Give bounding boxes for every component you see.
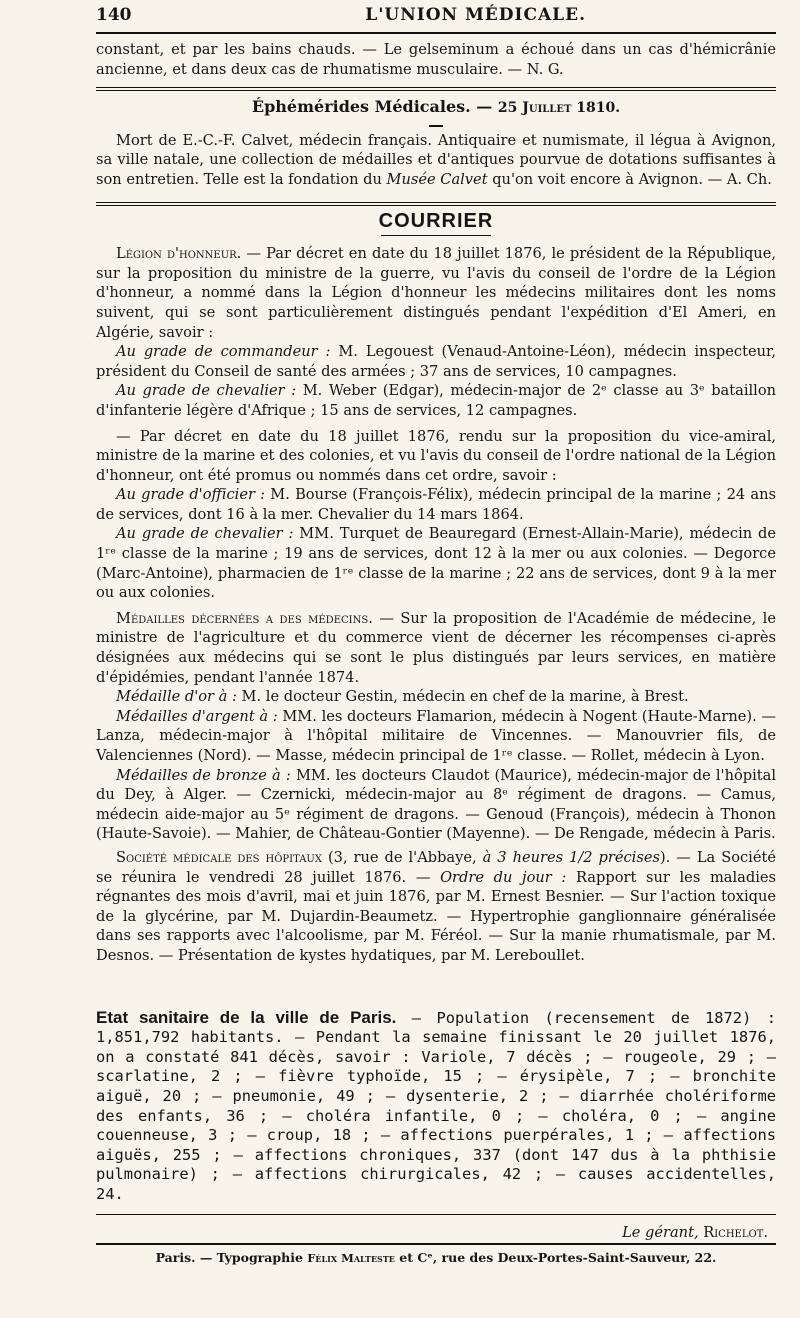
page-header — [96, 0, 776, 32]
etat-sanitaire — [96, 1008, 776, 1205]
bronze-paragraph — [96, 766, 776, 844]
bronze-label: Médailles de bronze à : — [116, 766, 291, 784]
legion-paragraph — [96, 244, 776, 342]
etat-paragraph — [96, 1008, 776, 1205]
ephemerides-text-end: qu'on voit encore à Avignon. — A. Ch. — [487, 170, 772, 188]
etat-text: — Population (recensement de 1872) : 1,851,792 habitants. — Pendant la semaine finissant le 20 juillet 1876, on a constaté 841 décès, savoir : Variole, 7 décès ; — rougeole, 29 ; — scarlatine, 2 ; — fièvre typhoïde, 15 ; — érysipèle, 7 ; — bronchite aiguë, 20 ; — pneumonie, 49 ; — dysenterie, 2 ; — diarrhée cholériforme des enfants, 36 ; — choléra infantile, 0 ; — choléra, 0 ; — angine couenneuse, 3 ; — croup, 18 ; — affections puerpérales, 1 ; — affections aiguës, 255 ; — affections chroniques, 337 (dont 147 dus à la phthisie pulmonaire) ; — affections chirurgicales, 42 ; — causes accidentelles, 24. — [96, 1008, 776, 1203]
title-ornament — [429, 125, 443, 127]
running-title: L'UNION MÉDICALE. — [365, 5, 586, 25]
ephemerides-paragraph — [96, 131, 776, 190]
gerant-line — [96, 1223, 776, 1243]
chevalier-paragraph — [96, 381, 776, 420]
section-divider — [96, 202, 776, 206]
or-paragraph — [96, 687, 776, 707]
medailles-heading: Médailles décernées a des médecins. — [116, 609, 373, 627]
chevalier2-label: Au grade de chevalier : — [116, 525, 294, 543]
courrier-title: COURRIER — [378, 209, 494, 232]
societe-time: à 3 heures 1/2 précises — [482, 848, 660, 866]
commandeur-label: Au grade de commandeur : — [116, 343, 331, 361]
ephemerides-text-start: Mort de E.-C.-F. Calvet, médecin français. Antiquaire et numismate, il légua à Avignon, sa ville natale, une collection de médailles et d'antiques pourvue de dotations suffisantes à son entretien. Telle est la fondation du — [96, 131, 776, 188]
ephemerides-date: 25 Juillet 1810. — [497, 100, 621, 117]
page-number: 140 — [96, 5, 132, 25]
officier-text: M. Bourse (François-Félix), médecin principal de la marine ; 24 ans de services, dont 16 à la mer. Chevalier du 14 mars 1864. — [96, 486, 776, 523]
imprint-rule — [96, 1243, 776, 1245]
medailles-paragraph — [96, 609, 776, 687]
gerant-label: Le gérant, — [622, 1224, 699, 1242]
intro-paragraph: constant, et par les bains chauds. — Le gelseminum a échoué dans un cas d'hémicrânie ancienne, et dans deux cas de rhumatisme musculaire. — N. G. — [96, 41, 776, 78]
chevalier2-text: MM. Turquet de Beauregard (Ernest-Allain-Marie), médecin de 1ʳᵉ classe de la marine ; 19 ans de services, dont 12 à la mer ou aux colonies. — Degorce (Marc-Antoine), pharmacien de 1ʳᵉ classe de la marine ; 22 ans de services, dont 9 à la mer ou aux colonies. — [96, 525, 776, 602]
bronze-text: MM. les docteurs Claudot (Maurice), médecin-major de l'hôpital du Dey, à Alger. — Czernicki, médecin-major au 8ᵉ régiment de dragons. — Camus, médecin aide-major au 5ᵉ régiment de dragons. — Genoud (François), médecin à Thonon (Haute-Savoie). — Mahier, de Château-Gontier (Mayenne). — De Rengade, médecin à Paris. — [96, 766, 776, 843]
chevalier-text: M. Weber (Edgar), médecin-major de 2ᵉ classe au 3ᵉ bataillon d'infanterie légère d'Afrique ; 15 ans de services, 12 campagnes. — [96, 382, 777, 419]
section-divider — [96, 87, 776, 91]
gerant-name: Richelot. — [703, 1224, 768, 1242]
title-underline — [381, 235, 491, 236]
societe-paragraph — [96, 848, 776, 966]
argent-label: Médailles d'argent à : — [116, 707, 278, 725]
officier-label: Au grade d'officier : — [116, 486, 266, 504]
or-label: Médaille d'or à : — [116, 688, 237, 706]
footer-rule — [96, 1214, 776, 1215]
commandeur-paragraph — [96, 342, 776, 381]
officier-paragraph — [96, 485, 776, 524]
argent-paragraph — [96, 707, 776, 766]
medailles-text: — Sur la proposition de l'Académie de médecine, le ministre de l'agriculture et du commerce vient de décerner les récompenses ci-après désignées aux médecins qui se sont le plus distingués par leurs services, en matière d'épidémies, pendant l'année 1874. — [96, 609, 776, 686]
chevalier2-paragraph — [96, 524, 776, 602]
imprint-text-b: et Cᵉ, rue des Deux-Portes-Saint-Sauveur, 22. — [394, 1250, 717, 1266]
societe-address-a: (3, rue de l'Abbaye, — [321, 848, 483, 866]
ephemerides-title — [96, 97, 776, 119]
argent-text: MM. les docteurs Flamarion, médecin à Nogent (Haute-Marne). — Lanza, médecin-major à l'hôpital militaire de Vincennes. — Manouvrier fils, de Valenciennes (Nord). — Masse, médecin principal de 1ʳᵉ classe. — Rollet, médecin à Lyon. — [96, 707, 777, 764]
legion-heading: Légion d'honneur. — [116, 245, 242, 263]
imprint-line — [96, 1248, 776, 1269]
etat-heading: Etat sanitaire de la ville de Paris. — [96, 1007, 397, 1027]
commandeur-text: M. Legouest (Venaud-Antoine-Léon), médecin inspecteur, président du Conseil de santé des armées ; 37 ans de services, 10 campagnes. — [96, 343, 776, 380]
societe-heading: Société médicale des hôpitaux — [116, 848, 322, 866]
imprint-text-a: Paris. — Typographie — [155, 1250, 308, 1266]
header-rule — [96, 32, 776, 34]
societe-text: Rapport sur les maladies régnantes des mois d'avril, mai et juin 1876, par M. Ernest Besnier. — Sur l'action toxique de la glycérine, par M. Dujardin-Beaumetz. — Hypertrophie ganglionnaire généralisée dans ses rapports avec l'alcoolisme, par M. Féréol. — Sur la manie rhumatismale, par M. Desnos. — Présentation de kystes hydatiques, par M. Lereboullet. — [96, 868, 777, 964]
ephemerides-heading: Éphémérides Médicales. — — [251, 97, 493, 117]
imprint-name: Félix Malteste — [307, 1251, 395, 1266]
ordre-label: Ordre du jour : — [440, 868, 567, 886]
document-page — [96, 0, 776, 1318]
museum-name: Musée Calvet — [386, 170, 488, 188]
chevalier-label: Au grade de chevalier : — [116, 382, 297, 400]
or-text: M. le docteur Gestin, médecin en chef de la marine, à Brest. — [236, 688, 689, 706]
legion-text: — Par décret en date du 18 juillet 1876, le président de la République, sur la proposition du ministre de la guerre, vu l'avis du conseil de l'ordre de la Légion d'honneur, a nommé dans la Légion d'honneur les médecins militaires dont les noms suivent, qui se sont particulièrement distingués pendant l'expédition d'El Ameri, en Algérie, savoir : — [96, 245, 776, 341]
societe-address-b: ). — La Société se réunira le vendredi 28 juillet 1876. — — [96, 848, 776, 886]
marine-decree-paragraph: — Par décret en date du 18 juillet 1876, rendu sur la proposition du vice-amiral, ministre de la marine et des colonies, et vu l'avis du conseil de l'ordre national de la Légion d'honneur, ont été promus ou nommés dans cet ordre, savoir : — [96, 427, 776, 484]
